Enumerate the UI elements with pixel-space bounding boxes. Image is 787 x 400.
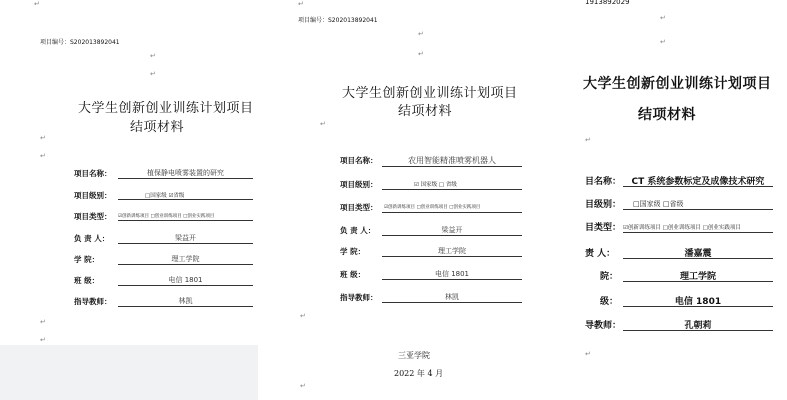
document-subtitle: 结项材料	[130, 120, 185, 135]
field-value: 潘嘉震	[684, 249, 712, 259]
field-label: 项目类型：	[340, 203, 378, 212]
checkbox-option: ☑创新训练项目 □创业训练项目 □创业实践项目	[623, 225, 741, 231]
paragraph-mark: ↵	[40, 134, 46, 142]
document-page-3	[565, 0, 787, 400]
field-label: 项目类型：	[74, 212, 112, 221]
field-value: 林凯	[178, 297, 193, 305]
document-title: 大学生创新创业训练计划项目	[78, 101, 254, 116]
field-value: 电信 1801	[674, 297, 722, 307]
field-label: 目名称：	[585, 177, 622, 187]
field-value: 梁益开	[441, 226, 463, 234]
project-number: 项目编号：S202013892041	[298, 17, 378, 24]
field-label: 班 级：	[74, 276, 100, 285]
project-number: 项目编号：S202013892041	[40, 39, 120, 46]
paragraph-mark: ↵	[300, 312, 306, 320]
field-label: 负 责 人：	[74, 234, 110, 243]
field-label: 责 人：	[585, 249, 616, 259]
paragraph-mark: ↵	[150, 52, 156, 60]
paragraph-mark: ↵	[320, 120, 326, 128]
field-value: 电信 1801	[168, 276, 203, 284]
paragraph-mark: ↵	[40, 318, 46, 326]
field-value: 理工学院	[679, 272, 716, 282]
paragraph-mark: ↵	[298, 0, 304, 8]
paragraph-mark: ↵	[418, 30, 424, 38]
document-title: 大学生创新创业训练计划项目	[342, 86, 518, 101]
field-label: 指导教师：	[74, 297, 112, 306]
project-number: 1913892029	[585, 0, 630, 6]
checkbox-option: ☑创新训练项目 □创业训练项目 □创业实践项目	[118, 214, 215, 219]
field-label: 学 院：	[74, 255, 100, 264]
paragraph-mark: ↵	[150, 70, 156, 78]
field-label: 项目名称：	[74, 169, 112, 178]
document-subtitle: 结项材料	[398, 104, 453, 119]
field-label: 项目级别：	[74, 191, 112, 200]
paragraph-mark: ↵	[40, 152, 46, 160]
field-label: 班 级：	[340, 270, 366, 279]
checkbox-option: □国家级 ☑省级	[145, 193, 185, 199]
field-value: 理工学院	[438, 247, 466, 255]
field-label: 目类型：	[585, 223, 622, 233]
paragraph-mark: ↵	[585, 350, 591, 358]
field-value: CT 系统参数标定及成像技术研究	[631, 177, 765, 187]
field-label: 目级别：	[585, 200, 622, 210]
document-subtitle: 结项材料	[638, 107, 696, 123]
field-label: 项目级别：	[340, 180, 378, 189]
document-title: 大学生创新创业训练计划项目	[583, 76, 772, 92]
field-label: 院：	[600, 272, 619, 282]
field-value: 梁益开	[175, 234, 196, 242]
document-page-1	[0, 0, 258, 400]
checkbox-option: ☑ 国家级 □ 省级	[414, 182, 457, 188]
field-label: 学 院：	[340, 247, 366, 256]
checkbox-option: ☑创新训练项目 □创业训练项目 □创业实践项目	[384, 205, 481, 210]
field-value: 孔朝莉	[684, 321, 712, 331]
field-label: 负 责 人：	[340, 226, 376, 235]
paragraph-mark: ↵	[660, 14, 666, 22]
paragraph-mark: ↵	[40, 336, 46, 344]
footer-date: 2022 年 4 月	[394, 369, 444, 378]
field-value: 农用智能精准喷雾机器人	[408, 156, 496, 165]
paragraph-mark: ↵	[300, 382, 306, 390]
field-value: 理工学院	[171, 255, 200, 263]
field-label: 导教师：	[585, 321, 622, 331]
checkbox-option: □国家级 □省级	[633, 200, 684, 208]
field-value: 植保静电喷雾装置的研究	[147, 169, 224, 177]
paragraph-mark: ↵	[660, 38, 666, 46]
field-value: 电信 1801	[434, 270, 470, 278]
field-label: 级：	[600, 297, 619, 307]
paragraph-mark: ↵	[585, 136, 591, 144]
field-value: 林凯	[445, 293, 459, 301]
footer-school: 三亚学院	[398, 351, 430, 360]
field-label: 指导教师：	[340, 293, 378, 302]
document-page-2	[290, 0, 535, 400]
field-label: 项目名称：	[340, 156, 378, 165]
paragraph-mark: ↵	[418, 50, 424, 58]
paragraph-mark: ↵	[34, 0, 40, 8]
